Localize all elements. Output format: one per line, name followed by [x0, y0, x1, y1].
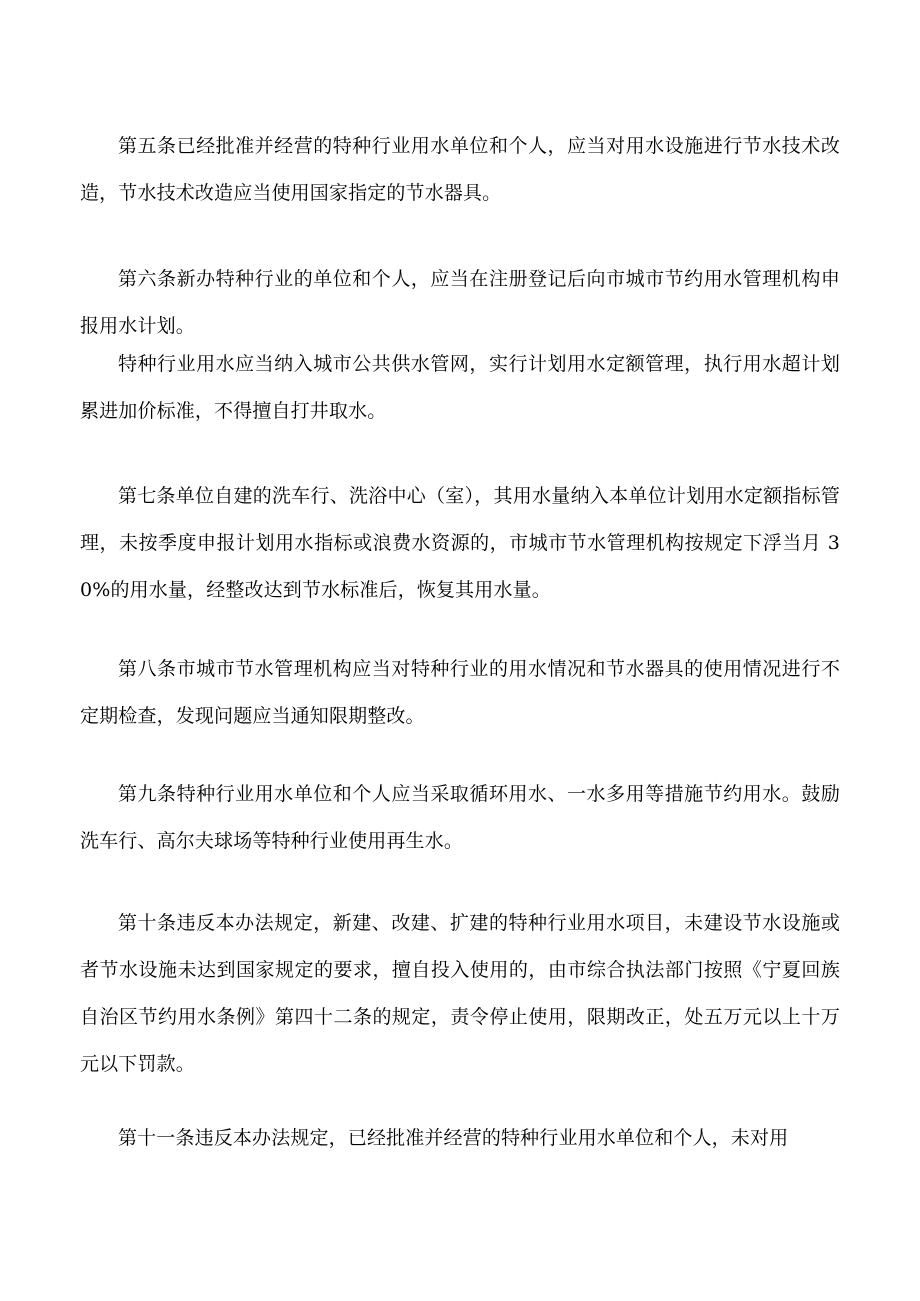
article-10-paragraph: 第十条违反本办法规定，新建、改建、扩建的特种行业用水项目，未建设节水设施或者节水设施未达到国家规定的要求，擅自投入使用的，由市综合执法部门按照《宁夏回族自治区节约用水条例》第四十二条的规定，责令停止使用，限期改正，处五万元以上十万元以下罚款。 [80, 912, 840, 1075]
article-6-paragraph: 第六条新办特种行业的单位和个人，应当在注册登记后向市城市节约用水管理机构申报用水计划。 [80, 268, 840, 337]
article-11-paragraph: 第十一条违反本办法规定，已经批准并经营的特种行业用水单位和个人，未对用 [118, 1127, 789, 1149]
article-7-paragraph: 第七条单位自建的洗车行、洗浴中心（室），其用水量纳入本单位计划用水定额指标管理，未按季度申报计划用水指标或浪费水资源的，市城市节水管理机构按规定下浮当月 30%的用水量，经整改达到节水标准后，恢复其用水量。 [80, 485, 840, 601]
article-5-paragraph: 第五条已经批准并经营的特种行业用水单位和个人，应当对用水设施进行节水技术改造，节水技术改造应当使用国家指定的节水器具。 [80, 135, 840, 204]
article-9-paragraph: 第九条特种行业用水单位和个人应当采取循环用水、一水多用等措施节约用水。鼓励洗车行、高尔夫球场等特种行业使用再生水。 [80, 783, 840, 852]
article-6-continuation-paragraph: 特种行业用水应当纳入城市公共供水管网，实行计划用水定额管理，执行用水超计划累进加价标准，不得擅自打井取水。 [80, 353, 840, 422]
article-8-paragraph: 第八条市城市节水管理机构应当对特种行业的用水情况和节水器具的使用情况进行不定期检查，发现问题应当通知限期整改。 [80, 658, 840, 727]
